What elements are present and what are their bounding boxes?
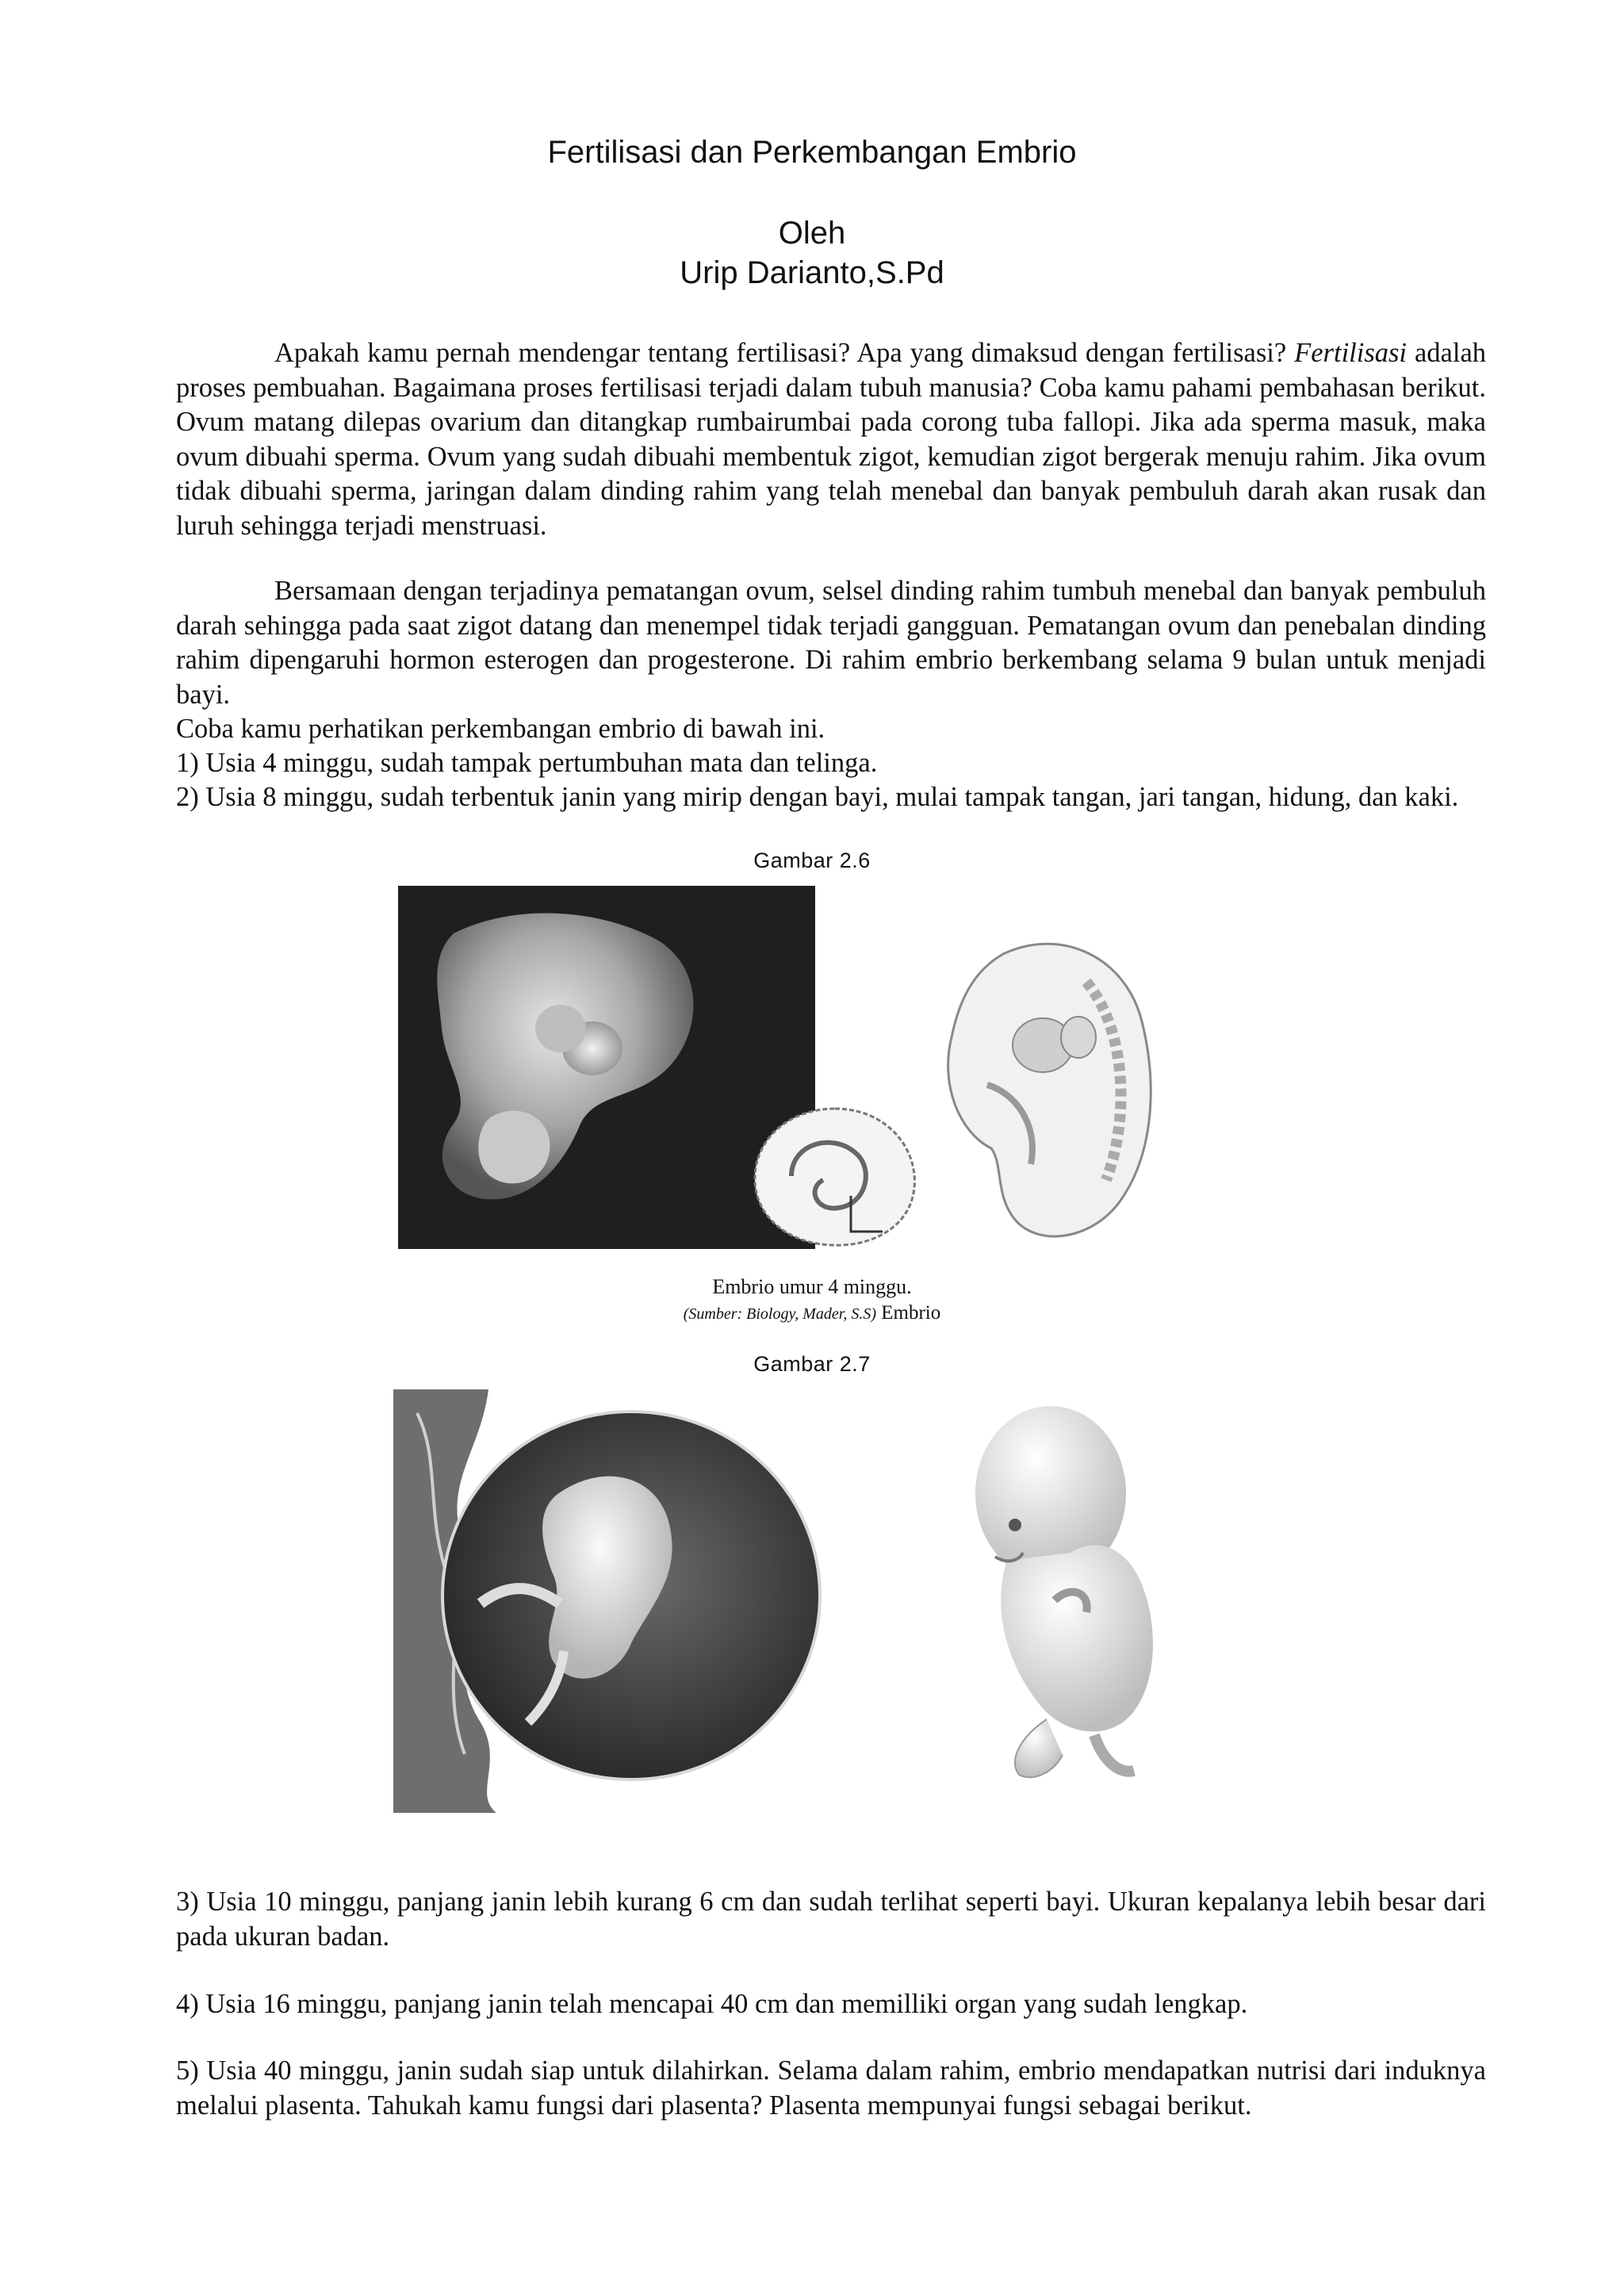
- figure-1-source-citation: (Sumber: Biology, Mader, S.S): [683, 1305, 877, 1323]
- paragraph-1-rest: adalah proses pembuahan. Bagaimana proses fertilisasi terjadi dalam tubuh manusia? Coba kamu pahami pembahasan berikut. Ovum matang dilepas ovarium dan ditangkap rumbairumbai pada corong tuba fallopi. Jika ada sperma masuk, maka ovum dibuahi sperma. Ovum yang sudah dibuahi membentuk zigot, kemudian zigot bergerak menuju rahim. Jika ovum tidak dibuahi sperma, jaringan dalam dinding rahim yang telah menebal dan banyak pembuluh darah akan rusak dan luruh sehingga terjadi menstruasi.: [176, 338, 1487, 541]
- figure-1-label: Gambar 2.6: [753, 849, 871, 872]
- figure-1-source: [0, 1302, 1624, 1324]
- figure-1-source-tail: Embrio: [876, 1302, 941, 1324]
- embryo-4-week-drawing: [928, 926, 1174, 1251]
- paragraph-1-lead: Apakah kamu pernah mendengar tentang fertilisasi? Apa yang dimaksud dengan fertilisasi?: [274, 338, 1287, 368]
- figure-2-label: Gambar 2.7: [753, 1352, 871, 1376]
- stage-2-text: 2) Usia 8 minggu, sudah terbentuk janin yang mirip dengan bayi, mulai tampak tangan, jari tangan, hidung, dan kaki.: [176, 782, 1459, 812]
- stage-4-text: 4) Usia 16 minggu, panjang janin telah mencapai 40 cm dan memilliki organ yang sudah lengkap.: [176, 1989, 1248, 2019]
- author-label: Oleh: [778, 216, 846, 251]
- term-fertilisasi: Fertilisasi: [1294, 338, 1408, 368]
- embryo-small-drawing: [744, 1101, 926, 1251]
- stage-5-text: 5) Usia 40 minggu, janin sudah siap untuk dilahirkan. Selama dalam rahim, embrio mendapatkan nutrisi dari induknya melalui plasenta. Tahukah kamu fungsi dari plasenta? Plasenta mempunyai fungsi sebagai berikut.: [176, 2056, 1486, 2121]
- embryo-8-week-drawing: [959, 1402, 1189, 1791]
- intro-line: Coba kamu perhatikan perkembangan embrio di bawah ini.: [176, 714, 825, 744]
- paragraph-2-text: Bersamaan dengan terjadinya pematangan ovum, selsel dinding rahim tumbuh menebal dan banyak pembuluh darah sehingga pada saat zigot datang dan menempel tidak terjadi gangguan. Pematangan ovum dan penebalan dinding rahim dipengaruhi hormon esterogen dan progesterone. Di rahim embrio berkembang selama 9 bulan untuk menjadi bayi.: [176, 576, 1486, 710]
- paragraph-fertilization: [176, 336, 1486, 543]
- embryo-8-week-photo: [393, 1389, 823, 1813]
- author-name: Urip Darianto,S.Pd: [680, 255, 944, 290]
- document-title: Fertilisasi dan Perkembangan Embrio: [547, 135, 1077, 170]
- stage-3-text: 3) Usia 10 minggu, panjang janin lebih kurang 6 cm dan sudah terlihat seperti bayi. Ukuran kepalanya lebih besar dari pada ukuran badan.: [176, 1887, 1486, 1952]
- figure-1-caption: Embrio umur 4 minggu.: [712, 1275, 912, 1298]
- stage-1-text: 1) Usia 4 minggu, sudah tampak pertumbuhan mata dan telinga.: [176, 748, 878, 778]
- paragraph-maturation: [176, 574, 1486, 712]
